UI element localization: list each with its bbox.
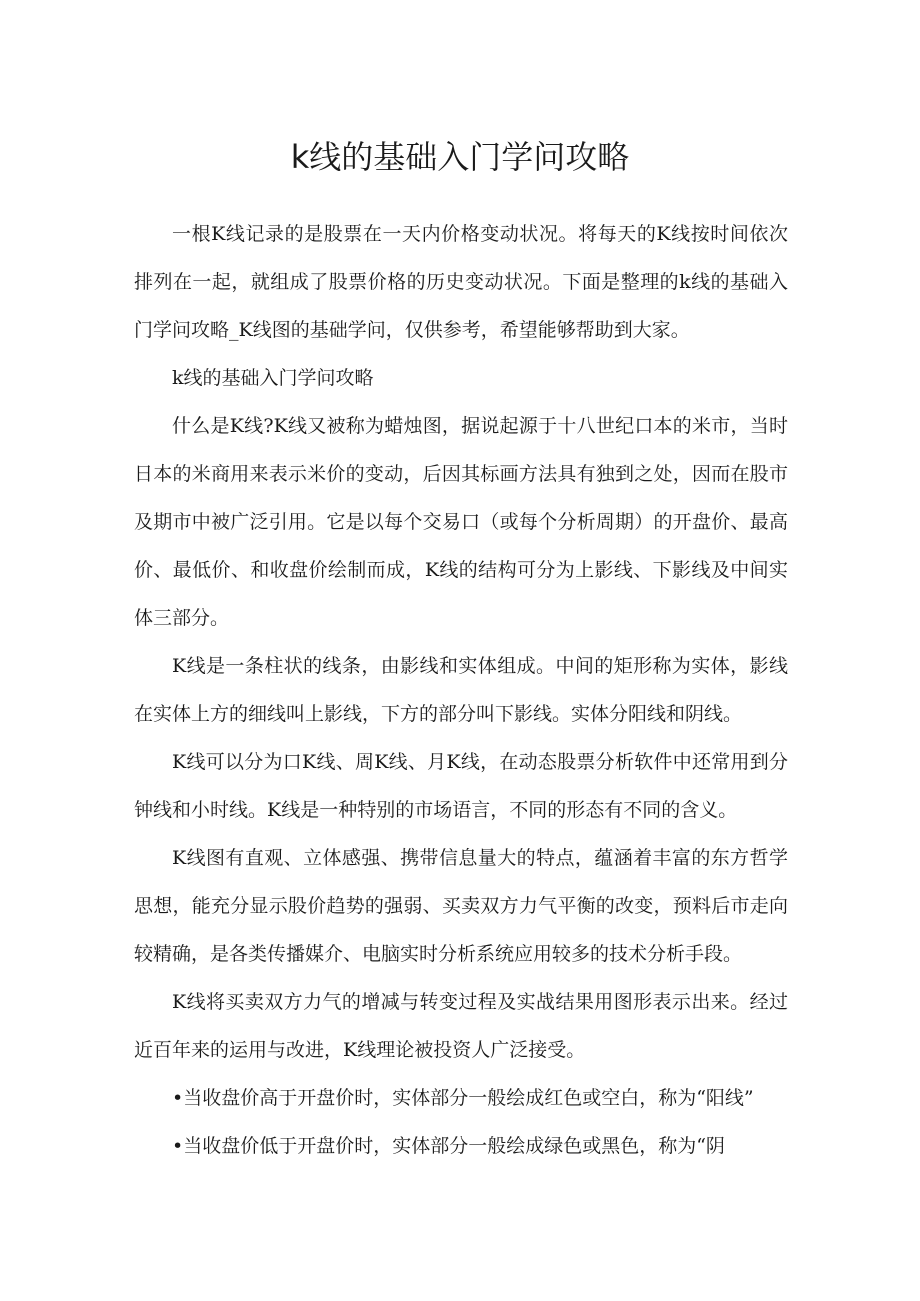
document-title: k线的基础入门学问攻略 — [290, 138, 630, 176]
paragraph-intro: 一根K线记录的是股票在一天内价格变动状况。将每天的K线按时间依次排列在一起，就组成了股票价格的历史变动状况。下面是整理的k线的基础入门学问攻略_K线图的基础学问，仅供参考，希望能够帮助到大家。 — [134, 223, 788, 341]
paragraph-theory: K线将买卖双方力气的增减与转变过程及实战结果用图形表示出来。经过近百年来的运用与改进，K线理论被投资人广泛接受。 — [134, 991, 788, 1061]
bullet-yang-line: •当收盘价高于开盘价时，实体部分一般绘成红色或空白，称为“阳线” — [172, 1087, 754, 1109]
paragraph-types: K线可以分为口K线、周K线、月K线，在动态股票分析软件中还常用到分钟线和小时线。K线是一种特别的市场语言，不同的形态有不同的含义。 — [134, 751, 788, 821]
bullet-yin-line: •当收盘价低于开盘价时，实体部分一般绘成绿色或黑色，称为“阴 — [172, 1135, 725, 1157]
paragraph-structure: K线是一条柱状的线条，由影线和实体组成。中间的矩形称为实体，影线在实体上方的细线叫上影线，下方的部分叫下影线。实体分阳线和阴线。 — [134, 655, 788, 725]
paragraph-subheading: k线的基础入门学问攻略 — [172, 367, 374, 389]
paragraph-what-is-kline: 什么是K线?K线又被称为蜡烛图，据说起源于十八世纪口本的米市，当时日本的米商用来表示米价的变动，后因其标画方法具有独到之处，因而在股市及期市中被广泛引用。它是以每个交易口（或每个分析周期）的开盘价、最高价、最低价、和收盘价绘制而成，K线的结构可分为上影线、下影线及中间实体三部分。 — [134, 415, 788, 629]
document-body — [134, 210, 788, 1170]
paragraph-features: K线图有直观、立体感强、携带信息量大的特点，蕴涵着丰富的东方哲学思想，能充分显示股价趋势的强弱、买卖双方力气平衡的改变，预料后市走向较精确，是各类传播媒介、电脑实时分析系统应用较多的技术分析手段。 — [134, 847, 788, 965]
